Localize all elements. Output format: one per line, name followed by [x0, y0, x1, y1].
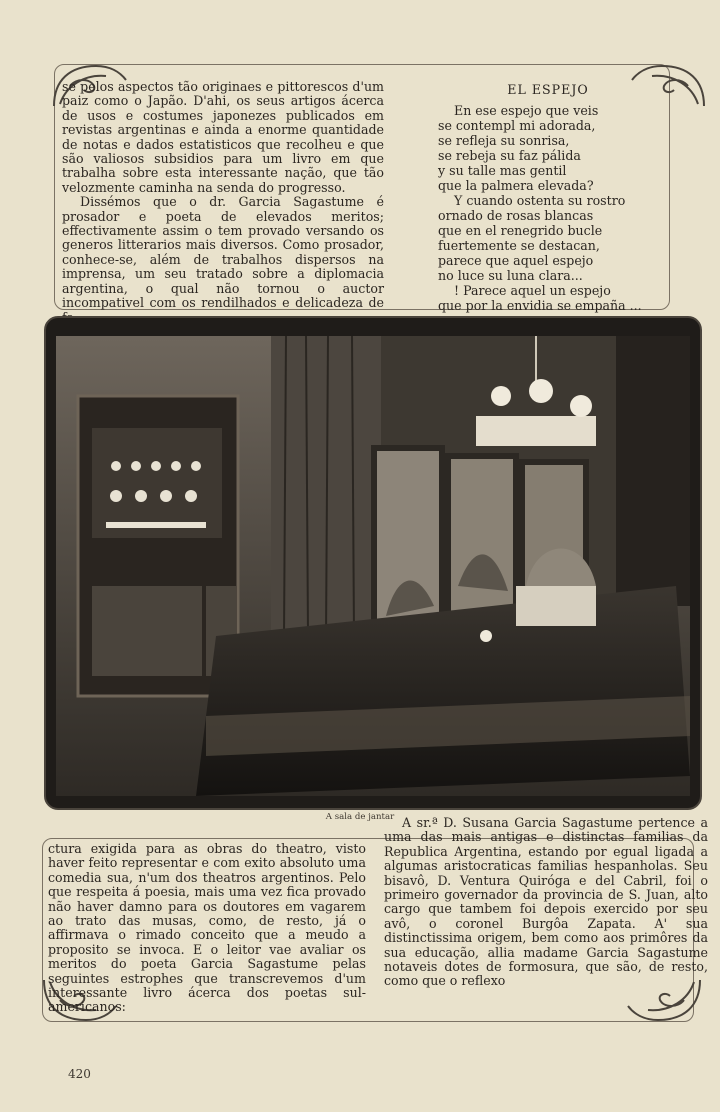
poem-line: fuertemente se destacan, [438, 238, 600, 253]
poem-block [438, 82, 658, 313]
poem-line: Y cuando ostenta su rostro [454, 193, 626, 208]
poem-line: ! Parece aquel un espejo [454, 283, 611, 298]
paragraph: se pelos aspectos tão originaes e pittorescos d'um paiz como o Japão. D'ahi, os seus artigos ácerca de usos e costumes japonezes publicados em revistas argentinas e ainda a enorme quantidade de notas e dados estatisticos que recolheu e que são valiosos subsidios para um livro em que trabalha sobre esta interessante nação, que tão velozmente caminha na senda do progresso. [62, 79, 384, 195]
poem-line: se rebeja su faz pálida [438, 148, 581, 163]
page-number: 420 [68, 1067, 91, 1081]
poem-line: parece que aquel espejo [438, 253, 594, 268]
paragraph: A sr.ª D. Susana Garcia Sagastume pertence a uma das mais antigas e distinctas familias da Republica Argentina, estando por egual ligada a algumas aristocraticas familias hespanholas. Seu bisavô, D. Ventura Quiróga e del Cabril, foi o primeiro governador da provincia de S. Juan, alto cargo que tambem foi depois exercido por seu avô, o coronel Burgôa Zapata. A' sua distinctissima origem, bem como aos primôres da sua educação, allia madame Garcia Sagastume notaveis dotes de formosura, que são, de resto, como que o reflexo [384, 815, 708, 989]
top-left-column [62, 80, 384, 325]
poem-line: que por la envidia se empaña ... [438, 298, 642, 313]
poem-line: que en el renegrido bucle [438, 223, 603, 238]
dining-room-photo [44, 316, 702, 810]
poem-title: EL ESPEJO [507, 82, 589, 97]
paragraph: ctura exigida para as obras do theatro, visto haver feito representar e com exito absoluto uma comedia sua, n'um dos theatros argentinos. Pelo que respeita á poesia, mais uma vez fica provado não haver damno para os doutores em vagarem ao trato das musas, como, de resto, já o affirmava o rimado conceito que a meudo a proposito se invoca. E o leitor vae avaliar os meritos do poeta Garcia Sagastume pelas seguintes estrophes que transcrevemos d'um interessante livro ácerca dos poetas sul-americanos: [48, 841, 366, 1015]
poem-line: y su talle mas gentil [438, 163, 567, 178]
poem-line: se refleja su sonrisa, [438, 133, 570, 148]
poem-line: ornado de rosas blancas [438, 208, 594, 223]
poem-line: que la palmera elevada? [438, 178, 594, 193]
bottom-right-column [384, 816, 708, 989]
bottom-left-column [48, 842, 366, 1015]
poem-line: no luce su luna clara... [438, 268, 583, 283]
dining-room-photo-image [56, 336, 690, 796]
photo-caption: A sala de jantar [325, 812, 395, 822]
poem-line: En ese espejo que veis [454, 103, 599, 118]
paragraph: Dissémos que o dr. Garcia Sagastume é prosador e poeta de elevados meritos; effectivamente assim o tem provado versando os generos litterarios mais diversos. Como prosador, conhece-se, além de trabalhos dispersos na imprensa, um seu tratado sobre a diplomacia argentina, o qual não tornou o auctor incompativel com os rendilhados e delicadeza de [62, 194, 384, 311]
poem-line: se contempl mi adorada, [438, 118, 596, 133]
